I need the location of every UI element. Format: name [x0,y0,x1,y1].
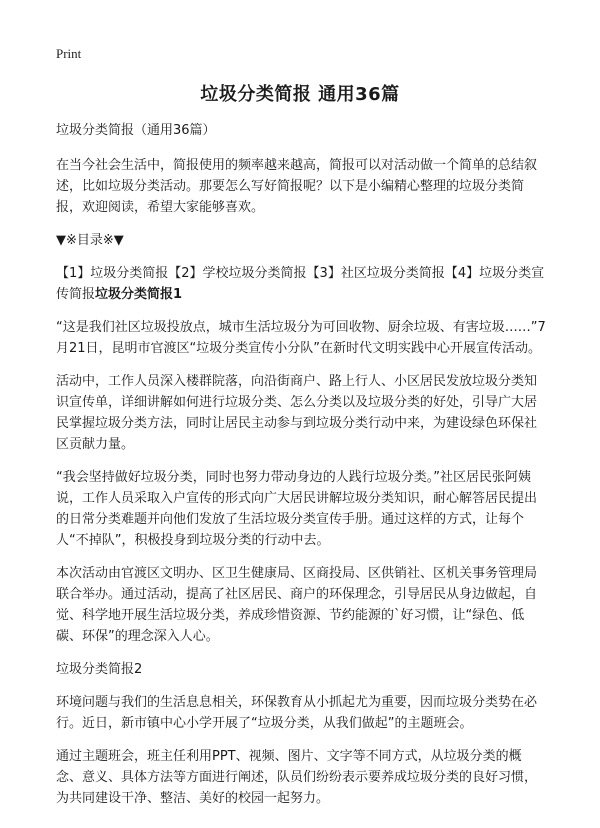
document-subtitle: 垃圾分类简报（通用36篇） [56,123,216,138]
section2-paragraph: 通过主题班会，班主任利用PPT、视频、图片、文字等不同方式，从垃圾分类的概念、意义、具体方法等方面进行阐述，队员们纷纷表示要养成垃圾分类的良好习惯，为共同建设干净、整洁、美好的校园一起努力。 [56,749,538,806]
section1-heading: 垃圾分类简报1 [95,287,183,302]
section2-paragraph: 环境问题与我们的生活息息相关，环保教育从小抓起尤为重要，因而垃圾分类势在必行。近日，新市镇中心小学开展了“垃圾分类，从我们做起”的主题班会。 [56,695,538,731]
section1-paragraph: “这是我们社区垃圾投放点，城市生活垃圾分为可回收物、厨余垃圾、有害垃圾……”7月21日，昆明市官渡区“垃圾分类宣传小分队”在新时代文明实践中心开展宣传活动。 [56,320,546,356]
section1-paragraph: 本次活动由官渡区文明办、区卫生健康局、区商投局、区供销社、区机关事务管理局联合举办。通过活动，提高了社区居民、商户的环保理念，引导居民从身边做起，自觉、科学地开展生活垃圾分类，养成珍惜资源、节约能源的`好习惯，让“绿色、低碳、环保”的理念深入人心。 [56,566,538,644]
document-title: 垃圾分类简报 通用36篇 [200,84,400,105]
intro-paragraph: 在当今社会生活中，简报使用的频率越来越高，简报可以对活动做一个简单的总结叙述，比如垃圾分类活动。那要怎么写好简报呢？以下是小编精心整理的垃圾分类简报，欢迎阅读，希望大家能够喜欢。 [56,158,538,215]
document-body [56,120,546,821]
print-link[interactable]: Print [56,46,82,61]
section1-paragraph: 活动中，工作人员深入楼群院落，向沿街商户、路上行人、小区居民发放垃圾分类知识宣传单，详细讲解如何进行垃圾分类、怎么分类以及垃圾分类的好处，引导广大居民掌握垃圾分类方法，同时让居民主动参与到垃圾分类行动中来，为建设绿色环保社区贡献力量。 [56,374,538,452]
section2-heading: 垃圾分类简报2 [56,662,143,677]
toc-links[interactable]: 【1】垃圾分类简报【2】学校垃圾分类简报【3】社区垃圾分类简报【4】垃圾分类宣传简报 [56,266,545,302]
table-of-contents [56,263,546,305]
toc-heading: ▼※目录※▼ [56,233,124,248]
section1-paragraph: “我会坚持做好垃圾分类，同时也努力带动身边的人践行垃圾分类。”社区居民张阿姨说，工作人员采取入户宣传的形式向广大居民讲解垃圾分类知识，耐心解答居民提出的日常分类难题并向他们发放了生活垃圾分类宣传手册。通过这样的方式，让每个人“不掉队”，积极投身到垃圾分类的行动中去。 [56,470,538,548]
